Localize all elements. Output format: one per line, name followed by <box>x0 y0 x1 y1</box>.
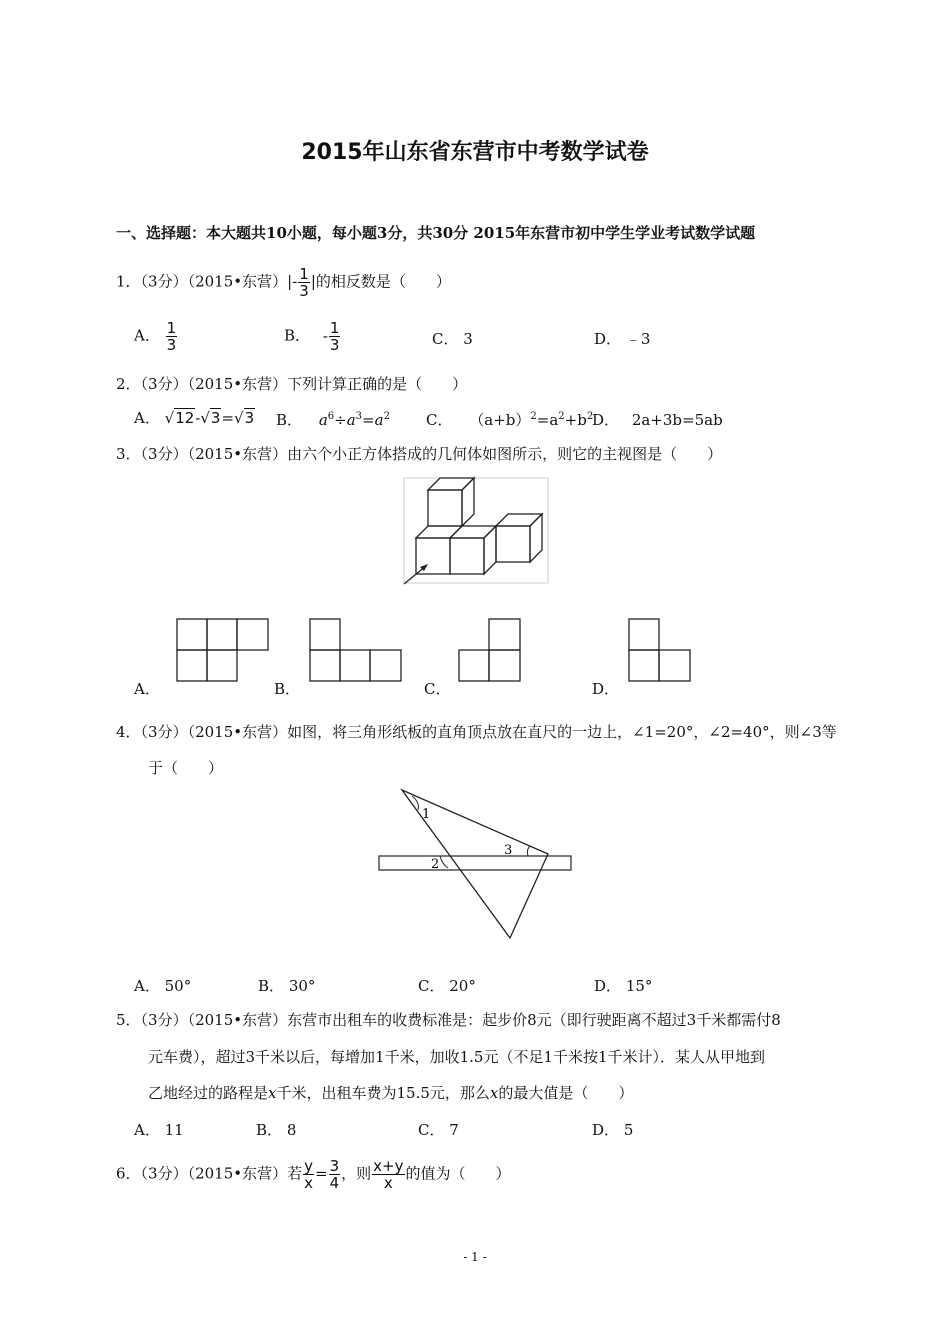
q3-option-d-figure[interactable] <box>628 618 692 682</box>
question-4-line-1: 4．（3分）（2015•东营）如图，将三角形纸板的直角顶点放在直尺的一边上，∠1=20°，∠2=40°，则∠3等 <box>116 723 837 741</box>
q2-option-c[interactable]: C． $(a+b)^2=a^2+b^2$ <box>426 411 594 429</box>
q2-option-d[interactable]: D． 2a+3b=5ab <box>592 411 723 429</box>
question-5-line-3: 乙地经过的路程是x千米，出租车费为15.5元，那么x的最大值是（ ） <box>148 1084 634 1102</box>
question-1: 1．（3分）（2015•东营）|- $\frac{1}{3}$ |的相反数是（ ） <box>116 265 451 300</box>
q4-option-c[interactable]: C． 20° <box>418 977 476 995</box>
page-number: - 1 - <box>463 1250 487 1264</box>
q1-option-c[interactable]: C． 3 <box>432 330 473 348</box>
question-5-line-2: 元车费），超过3千米以后，每增加1千米，加收1.5元（不足1千米按1千米计）．某人从甲地到 <box>148 1048 766 1066</box>
q5-option-b[interactable]: B． 8 <box>256 1121 297 1139</box>
q1-option-a[interactable]: A． $\frac{1}{3}$ <box>134 319 177 354</box>
page-title: 2015年山东省东营市中考数学试卷 <box>301 140 649 165</box>
q3-option-b-figure[interactable] <box>309 618 404 682</box>
q4-option-a[interactable]: A． 50° <box>134 977 192 995</box>
q3-option-a-figure[interactable] <box>176 618 271 682</box>
q2-option-b[interactable]: B． $a^6\div a^3=a^2$ <box>276 411 390 429</box>
q3-option-b[interactable]: B． <box>274 680 301 698</box>
q4-angle-label-1: 1 <box>422 807 431 822</box>
q4-angle-label-2: 2 <box>431 857 440 872</box>
q5-option-c[interactable]: C． 7 <box>418 1121 459 1139</box>
q2-option-a[interactable]: A． √12-√3=√3 <box>134 409 255 427</box>
section-heading: 一、选择题：本大题共10小题，每小题3分，共30分 2015年东营市初中学生学业考试数学试题 <box>116 224 756 242</box>
question-3: 3．（3分）（2015•东营）由六个小正方体搭成的几何体如图所示，则它的主视图是（ ） <box>116 445 723 463</box>
q4-angle-label-3: 3 <box>504 843 513 858</box>
question-2: 2．（3分）（2015•东营）下列计算正确的是（ ） <box>116 375 468 393</box>
q3-option-c-figure[interactable] <box>458 618 522 682</box>
q4-triangle-ruler-figure <box>376 786 576 946</box>
question-4-line-2: 于（ ） <box>148 759 224 777</box>
q3-cube-figure <box>402 476 552 586</box>
q1-option-d[interactable]: D． ﹣3 <box>594 330 651 348</box>
q4-option-b[interactable]: B． 30° <box>258 977 316 995</box>
q5-option-a[interactable]: A． 11 <box>134 1121 184 1139</box>
q1-option-b[interactable]: B． - $\frac{1}{3}$ <box>284 319 340 354</box>
question-6: 6．（3分）（2015•东营）若 $\frac{y}{x}$ = $\frac{3}{4}$ ，则 $\frac{x+y}{x}$ 的值为（ ） <box>116 1157 511 1192</box>
q3-option-d[interactable]: D． <box>592 680 620 698</box>
q4-option-d[interactable]: D． 15° <box>594 977 653 995</box>
q5-option-d[interactable]: D． 5 <box>592 1121 634 1139</box>
q3-option-c[interactable]: C． <box>424 680 451 698</box>
question-5-line-1: 5．（3分）（2015•东营）东营市出租车的收费标准是：起步价8元（即行驶距离不超过3千米都需付8 <box>116 1011 781 1029</box>
q3-option-a[interactable]: A． <box>134 680 160 698</box>
